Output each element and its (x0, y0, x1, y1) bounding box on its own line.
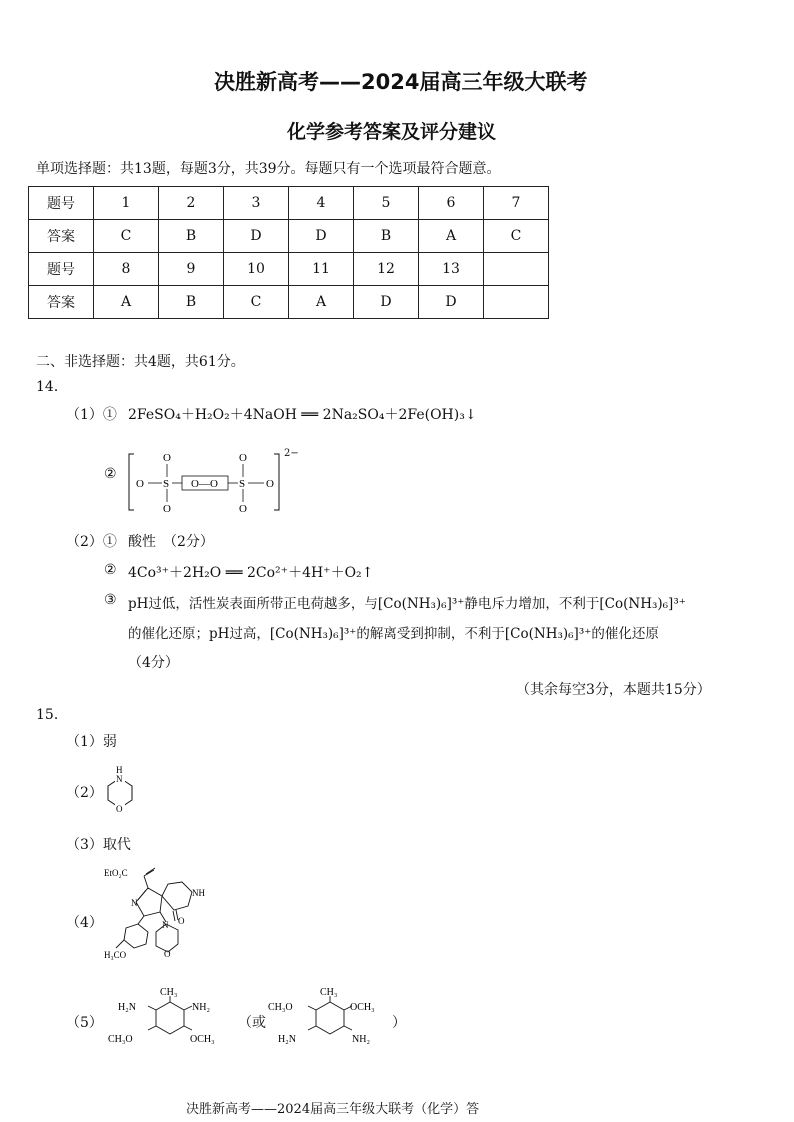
struct-o-left: O (136, 478, 144, 490)
answer-table-cell: A (289, 286, 354, 319)
a-h2n: H₂N (118, 1002, 136, 1013)
q15-p3: （3）取代 (66, 837, 131, 853)
struct-o-right: O (266, 478, 274, 490)
label-eto2c: EtO₂C (104, 868, 128, 878)
answer-table-cell: 1 (94, 187, 159, 220)
label-n-ring: N (131, 898, 138, 908)
answer-table-header-cell: 题号 (29, 187, 94, 220)
answer-table-cell (484, 253, 549, 286)
a-nh2: NH₂ (192, 1002, 210, 1013)
page-footer: 决胜新高考——2024届高三年级大联考（化学）答 (186, 1102, 480, 1117)
answer-table-row (29, 220, 549, 253)
struct-o-bottom-right: O (239, 503, 247, 515)
answer-table-row (29, 253, 549, 286)
q15-p5-label: （5） (66, 1015, 103, 1031)
answer-table-cell: 13 (419, 253, 484, 286)
answer-table-cell: 2 (159, 187, 224, 220)
struct-o-top-left: O (163, 452, 171, 464)
answer-table-cell: B (159, 220, 224, 253)
morpholine-h: H (116, 765, 123, 775)
struct-s-left: S (163, 478, 170, 490)
answer-table-row (29, 286, 549, 319)
q15-product-structure (104, 862, 224, 972)
answer-table-header-cell: 答案 (29, 286, 94, 319)
q14-p1-label: （1）① (66, 407, 117, 423)
answer-table-header-cell: 答案 (29, 220, 94, 253)
answer-table-header-cell: 题号 (29, 253, 94, 286)
q14-p2-label: （2）① (66, 534, 117, 550)
q14-score-note: （其余每空3分，本题共15分） (516, 682, 711, 698)
q14-p2-3-line3: （4分） (128, 655, 179, 671)
answer-table-cell: 5 (354, 187, 419, 220)
q14-number: 14． (36, 379, 68, 395)
a-och3: OCH₃ (190, 1034, 215, 1045)
peroxodisulfate-structure (124, 448, 284, 516)
q15-p2-label: （2） (66, 785, 103, 801)
morpholine-n: N (116, 774, 123, 784)
answer-table-row (29, 187, 549, 220)
a-ch3o: CH₃O (108, 1034, 133, 1045)
label-morph-o: O (164, 949, 171, 959)
answer-table-cell: 10 (224, 253, 289, 286)
answer-table-cell: B (354, 220, 419, 253)
section2-intro: 二、非选择题：共4题，共61分。 (36, 354, 245, 370)
answer-table-cell: 12 (354, 253, 419, 286)
q14-p2-3-label: ③ (104, 592, 117, 608)
answer-table-cell: A (94, 286, 159, 319)
q14-p2-3-line2: 的催化还原；pH过高，[Co(NH₃)₆]³⁺的解离受到抑制，不利于[Co(NH₃)₆]³⁺的催化还原 (128, 626, 659, 642)
answer-table-cell: D (354, 286, 419, 319)
answer-table-cell: 7 (484, 187, 549, 220)
q15-number: 15． (36, 707, 68, 723)
a-ch3: CH₃ (160, 988, 178, 998)
q14-p2-2-label: ② (104, 562, 117, 578)
section1-intro: 单项选择题：共13题，每题3分，共39分。每题只有一个选项最符合题意。 (36, 161, 501, 177)
q15-p5-or-close: ） (392, 1015, 406, 1031)
struct-o-top-right: O (239, 452, 247, 464)
label-carbonyl-o: O (178, 916, 185, 926)
struct-peroxide: O—O (191, 478, 218, 490)
answer-table-cell: 9 (159, 253, 224, 286)
page-subtitle: 化学参考答案及评分建议 (287, 121, 497, 143)
answer-table-cell: 3 (224, 187, 289, 220)
b-nh2: NH₂ (352, 1034, 370, 1045)
label-nh: NH (192, 888, 205, 898)
q14-p2-2-equation: 4Co³⁺＋2H₂O ══ 2Co²⁺＋4H⁺＋O₂↑ (128, 565, 374, 581)
q15-p5-or-open: （或 (238, 1015, 266, 1031)
answer-table-cell: D (224, 220, 289, 253)
page-title: 决胜新高考——2024届高三年级大联考 (214, 70, 588, 94)
struct-charge: 2− (284, 448, 299, 459)
q14-p2-answer: 酸性 （2分） (128, 534, 214, 550)
q15-p4-label: （4） (66, 915, 103, 931)
b-ch3o: CH₃O (268, 1002, 293, 1013)
answer-table-cell (484, 286, 549, 319)
answer-table-cell: 8 (94, 253, 159, 286)
q15-answer-b-structure (268, 988, 388, 1050)
label-h3co: H₃CO (104, 950, 127, 960)
label-morph-n: N (162, 920, 169, 930)
struct-s-right: S (239, 478, 246, 490)
answer-table-cell: D (289, 220, 354, 253)
answer-table-cell: C (224, 286, 289, 319)
answer-table (28, 186, 549, 319)
answer-table-cell: C (94, 220, 159, 253)
answer-table-cell: 4 (289, 187, 354, 220)
b-och3: OCH₃ (350, 1002, 375, 1013)
answer-table-cell: B (159, 286, 224, 319)
q14-p1-2-label: ② (104, 466, 117, 482)
answer-table-cell: 6 (419, 187, 484, 220)
q15-answer-a-structure (108, 988, 228, 1050)
b-h2n: H₂N (278, 1034, 296, 1045)
q14-p1-equation: 2FeSO₄＋H₂O₂＋4NaOH ══ 2Na₂SO₄＋2Fe(OH)₃↓ (128, 407, 477, 423)
b-ch3: CH₃ (320, 988, 338, 998)
morpholine-o: O (116, 804, 123, 814)
q14-p2-3-line1: pH过低，活性炭表面所带正电荷越多，与[Co(NH₃)₆]³⁺静电斥力增加，不利于[Co(NH₃)₆]³⁺ (128, 596, 686, 612)
answer-table-cell: A (419, 220, 484, 253)
struct-o-bottom-left: O (163, 503, 171, 515)
answer-table-cell: C (484, 220, 549, 253)
answer-table-cell: 11 (289, 253, 354, 286)
q15-p1: （1）弱 (66, 734, 117, 750)
morpholine-structure (100, 764, 140, 820)
answer-table-cell: D (419, 286, 484, 319)
